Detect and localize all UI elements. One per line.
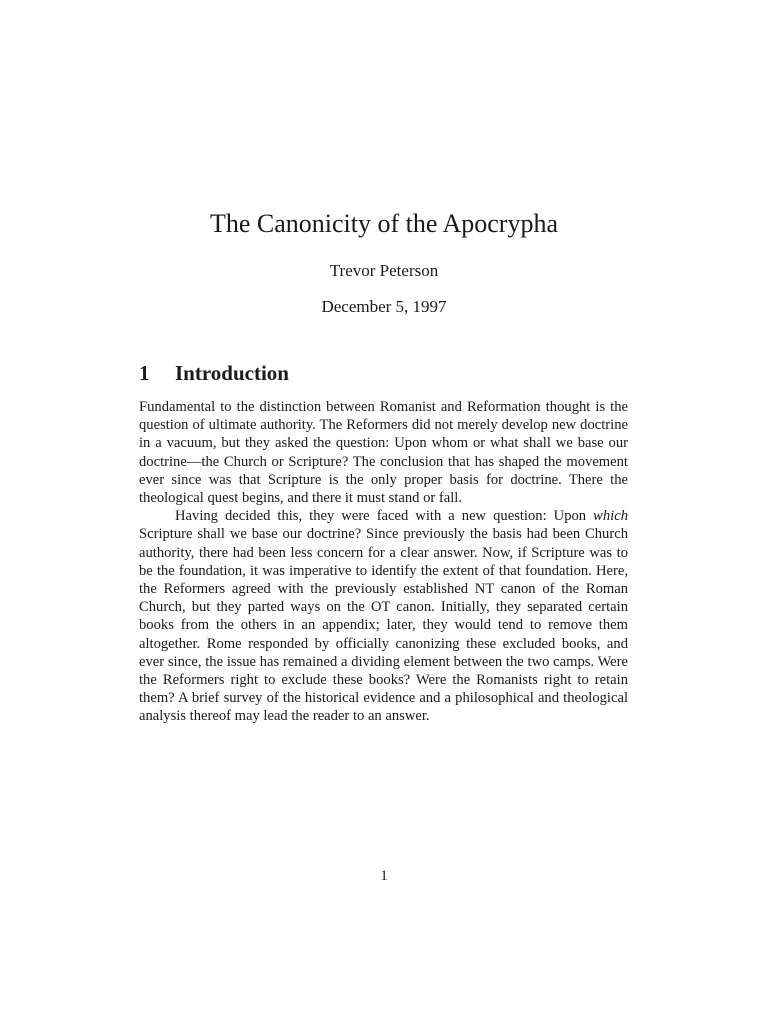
section-heading	[139, 360, 289, 386]
paragraph-1: Fundamental to the distinction between Romanist and Reformation thought is the question of ultimate authority. The Reformers did not merely develop new doctrine in a vacuum, but they asked the question: Upon whom or what shall we base our doctrine—the Church or Scripture? The conclusion that has shaped the movement ever since was that Scripture is the only proper basis for doctrine. There the theological quest begins, and there it must stand or fall.	[139, 399, 628, 507]
document-title: The Canonicity of the Apocrypha	[209, 209, 559, 238]
section-number: 1	[139, 361, 150, 385]
page-number: 1	[380, 868, 388, 884]
document-author: Trevor Peterson	[329, 261, 439, 280]
paragraph-2-emphasis: which	[593, 508, 628, 525]
document-date: December 5, 1997	[321, 297, 447, 316]
section-title: Introduction	[175, 361, 289, 385]
section-body	[139, 398, 628, 726]
paragraph-2	[139, 507, 628, 725]
paragraph-2-end: Scripture shall we base our doctrine? Since previously the basis had been Church authority, there had been less concern for a clear answer. Now, if Scripture was to be the foundation, it was imperative to identify the extent of that foundation. Here, the Reformers agreed with the previously established NT canon of the Roman Church, but they parted ways on the OT canon. Initially, they separated certain books from the others in an appendix; later, they would tend to remove them altogether. Rome responded by officially canonizing these excluded books, and ever since, the issue has remained a dividing element between the two camps. Were the Reformers right to exclude these books? Were the Romanists right to retain them? A brief survey of the historical evidence and a philosophical and theological analysis thereof may lead the reader to an answer.	[139, 526, 628, 725]
paragraph-2-start: Having decided this, they were faced with a new question: Upon	[175, 508, 594, 525]
